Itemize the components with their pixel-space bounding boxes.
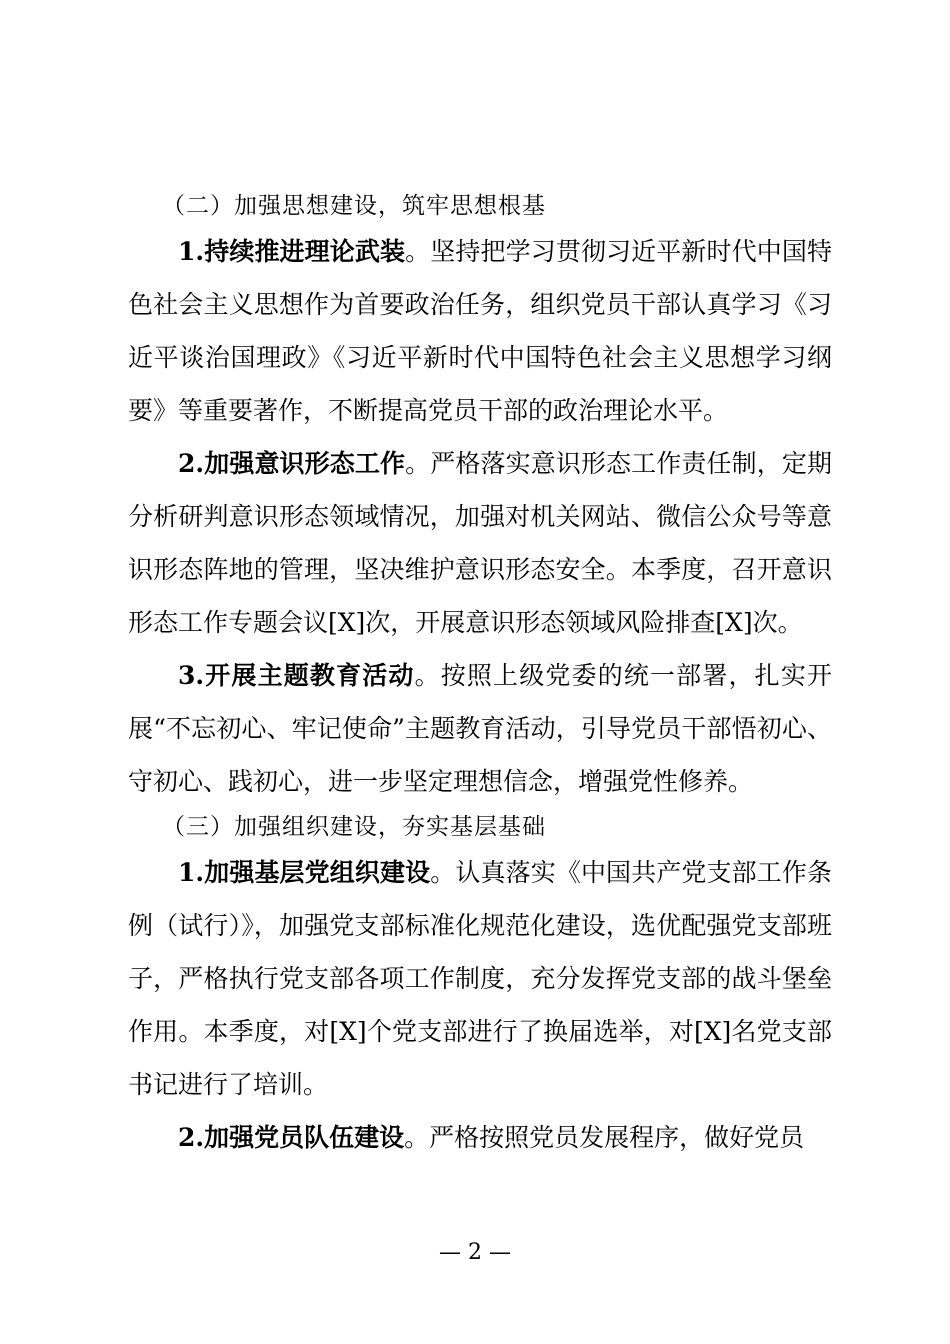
section-heading: （二）加强思想建设，筑牢思想根基 [162, 193, 546, 219]
paragraph [128, 846, 832, 1111]
paragraph-lead: 3.开展主题教育活动 [178, 661, 415, 690]
paragraph-body: 。坚持把学习贯彻习近平新时代中国特色社会主义思想作为首要政治任务，组织党员干部认真学习《习近平谈治国理政》《习近平新时代中国特色社会主义思想学习纲要》等重要著作，不断提高党员干部的政治理论水平。 [128, 237, 832, 425]
paragraph-lead: 1.加强基层党组织建设 [178, 858, 431, 887]
page-number: — 2 — [439, 1240, 511, 1265]
paragraph-lead: 2.加强党员队伍建设 [178, 1123, 405, 1152]
paragraph-body: 。认真落实《中国共产党支部工作条例（试行）》，加强党支部标准化规范化建设，选优配强党支部班子，严格执行党支部各项工作制度，充分发挥党支部的战斗堡垒作用。本季度，对[X]个党支部进行了换届选举，对[X]名党支部书记进行了培训。 [128, 858, 832, 1099]
paragraph-lead: 2.加强意识形态工作 [178, 449, 406, 478]
paragraph-body: 。按照上级党委的统一部署，扎实开展“不忘初心、牢记使命”主题教育活动，引导党员干部悟初心、守初心、践初心，进一步坚定理想信念，增强党性修养。 [128, 661, 832, 796]
paragraph-lead: 1.持续推进理论武装 [178, 237, 406, 266]
section-heading: （三）加强组织建设，夯实基层基础 [162, 814, 546, 840]
paragraph-body: 。严格落实意识形态工作责任制，定期分析研判意识形态领域情况，加强对机关网站、微信公众号等意识形态阵地的管理，坚决维护意识形态安全。本季度，召开意识形态工作专题会议[X]次，开展意识形态领域风险排查[X]次。 [128, 449, 832, 637]
document-body [128, 187, 832, 1164]
paragraph [128, 649, 832, 808]
paragraph-body: 。严格按照党员发展程序，做好党员 [404, 1123, 805, 1152]
paragraph [128, 1111, 832, 1164]
paragraph [128, 225, 832, 437]
paragraph [128, 437, 832, 649]
